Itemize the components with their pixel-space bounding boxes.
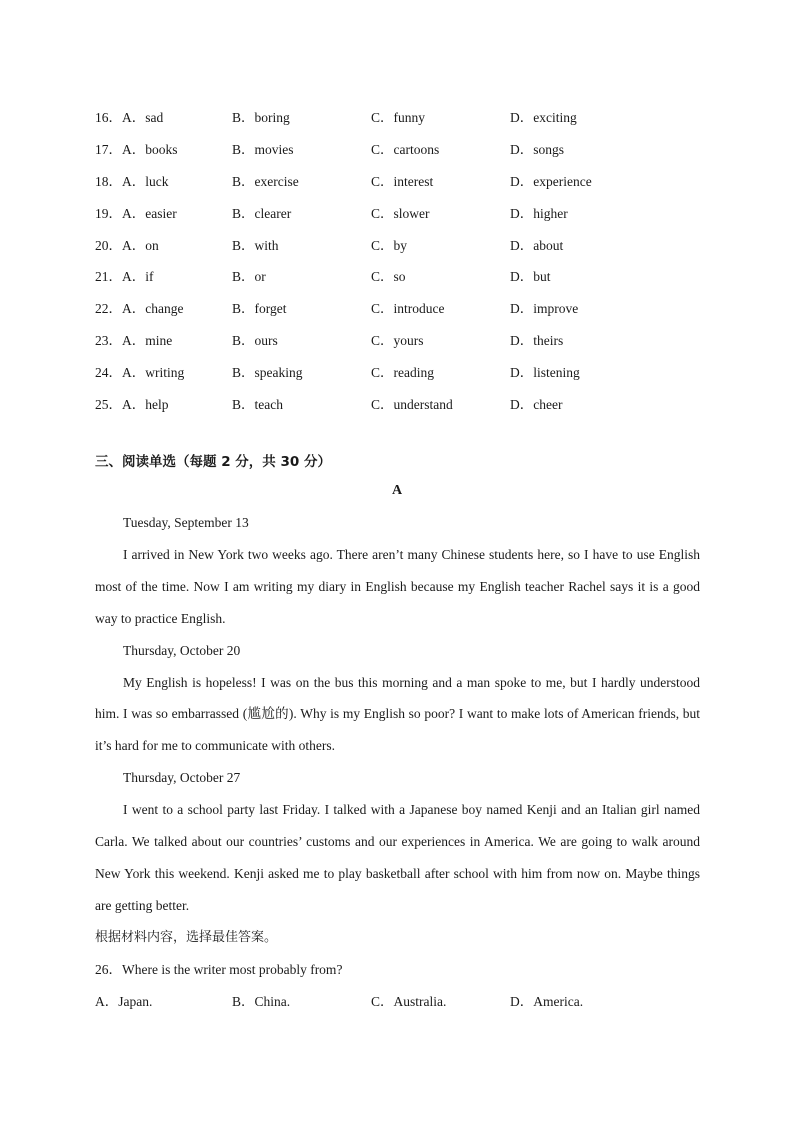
- question-row: [95, 259, 715, 291]
- question-row: [95, 228, 715, 260]
- question-number: 23．: [95, 333, 122, 349]
- question-number: 17．: [95, 141, 122, 157]
- option-c: C．understand: [371, 396, 453, 412]
- option-a: A．on: [122, 237, 159, 253]
- question-row: [95, 291, 715, 323]
- question-number: 25．: [95, 396, 122, 412]
- option-d: D．improve: [510, 301, 579, 317]
- option-a: A．Japan.: [95, 993, 153, 1009]
- option-d: D．theirs: [510, 333, 564, 349]
- option-c: C．slower: [371, 205, 430, 221]
- option-a: A．help: [122, 396, 169, 412]
- option-b: B．movies: [232, 141, 294, 157]
- diary-body: My English is hopeless! I was on the bus this morning and a man spoke to me, but I hardly understood him. I was so embarrassed (尴尬的). Why is my English so poor? I want to make lots of American friends, but it’s hard for me to communicate with others.: [95, 674, 700, 754]
- option-b: B．exercise: [232, 173, 299, 189]
- option-a: A．easier: [122, 205, 177, 221]
- option-a: A．writing: [122, 365, 185, 381]
- question-row: [95, 100, 715, 132]
- passage: [95, 507, 700, 1018]
- section-title: 三、阅读单选（每题 2 分，共 30 分）: [95, 454, 331, 470]
- question-number: 20．: [95, 237, 122, 253]
- option-c: C．cartoons: [371, 141, 440, 157]
- option-a: A．mine: [122, 333, 173, 349]
- option-d: D．exciting: [510, 109, 577, 125]
- question-number: 18．: [95, 173, 122, 189]
- option-b: B．boring: [232, 109, 290, 125]
- option-a: A．change: [122, 301, 184, 317]
- option-d: D．America.: [510, 993, 584, 1009]
- option-c: C．so: [371, 269, 406, 285]
- passage-letter: A: [391, 483, 403, 498]
- diary-date: Tuesday, September 13: [123, 515, 249, 530]
- question-number: 19．: [95, 205, 122, 221]
- option-d: D．about: [510, 237, 564, 253]
- option-b: B．teach: [232, 396, 283, 412]
- question-row: [95, 323, 715, 355]
- option-b: B．speaking: [232, 365, 303, 381]
- option-d: D．listening: [510, 365, 580, 381]
- option-d: D．but: [510, 269, 551, 285]
- question-row: [95, 387, 715, 419]
- option-b: B．or: [232, 269, 266, 285]
- option-b: B．forget: [232, 301, 287, 317]
- diary-date: Thursday, October 20: [123, 642, 241, 658]
- question-number: 22．: [95, 301, 122, 317]
- option-d: D．cheer: [510, 396, 563, 412]
- option-c: C．introduce: [371, 301, 445, 317]
- option-c: C．funny: [371, 109, 425, 125]
- question-row: [95, 355, 715, 387]
- question-number: 24．: [95, 365, 122, 381]
- diary-body: I went to a school party last Friday. I talked with a Japanese boy named Kenji and an Italian girl named Carla. We talked about our countries’ customs and our experiences in America. We are going to walk around New York this weekend. Kenji asked me to play basketball after school with him from now on. Maybe things are getting better.: [95, 802, 700, 913]
- option-c: C．reading: [371, 365, 434, 381]
- diary-body: I arrived in New York two weeks ago. There aren’t many Chinese students here, so I have to use English most of the time. Now I am writing my diary in English because my English teacher Rachel says it is a good way to practice English.: [95, 546, 700, 626]
- option-b: B．with: [232, 237, 279, 253]
- option-d: D．experience: [510, 173, 592, 189]
- instruction: 根据材料内容，选择最佳答案。: [95, 929, 278, 945]
- option-d: D．songs: [510, 141, 565, 157]
- answer-options: [95, 986, 700, 1018]
- option-c: C．yours: [371, 333, 424, 349]
- option-a: A．books: [122, 141, 178, 157]
- question-stem: 26．Where is the writer most probably from?: [95, 961, 343, 977]
- option-a: A．if: [122, 269, 154, 285]
- question-option-list: [95, 100, 715, 419]
- option-c: C．by: [371, 237, 408, 253]
- question-row: [95, 164, 715, 196]
- option-b: B．clearer: [232, 205, 292, 221]
- question-row: [95, 132, 715, 164]
- option-c: C．interest: [371, 173, 434, 189]
- option-b: B．ours: [232, 333, 278, 349]
- diary-date: Thursday, October 27: [123, 770, 241, 786]
- option-c: C．Australia.: [371, 993, 447, 1009]
- option-d: D．higher: [510, 205, 568, 221]
- question-number: 16．: [95, 109, 122, 125]
- option-a: A．luck: [122, 173, 169, 189]
- question-row: [95, 196, 715, 228]
- option-b: B．China.: [232, 993, 291, 1009]
- question-number: 21．: [95, 269, 122, 285]
- option-a: A．sad: [122, 109, 164, 125]
